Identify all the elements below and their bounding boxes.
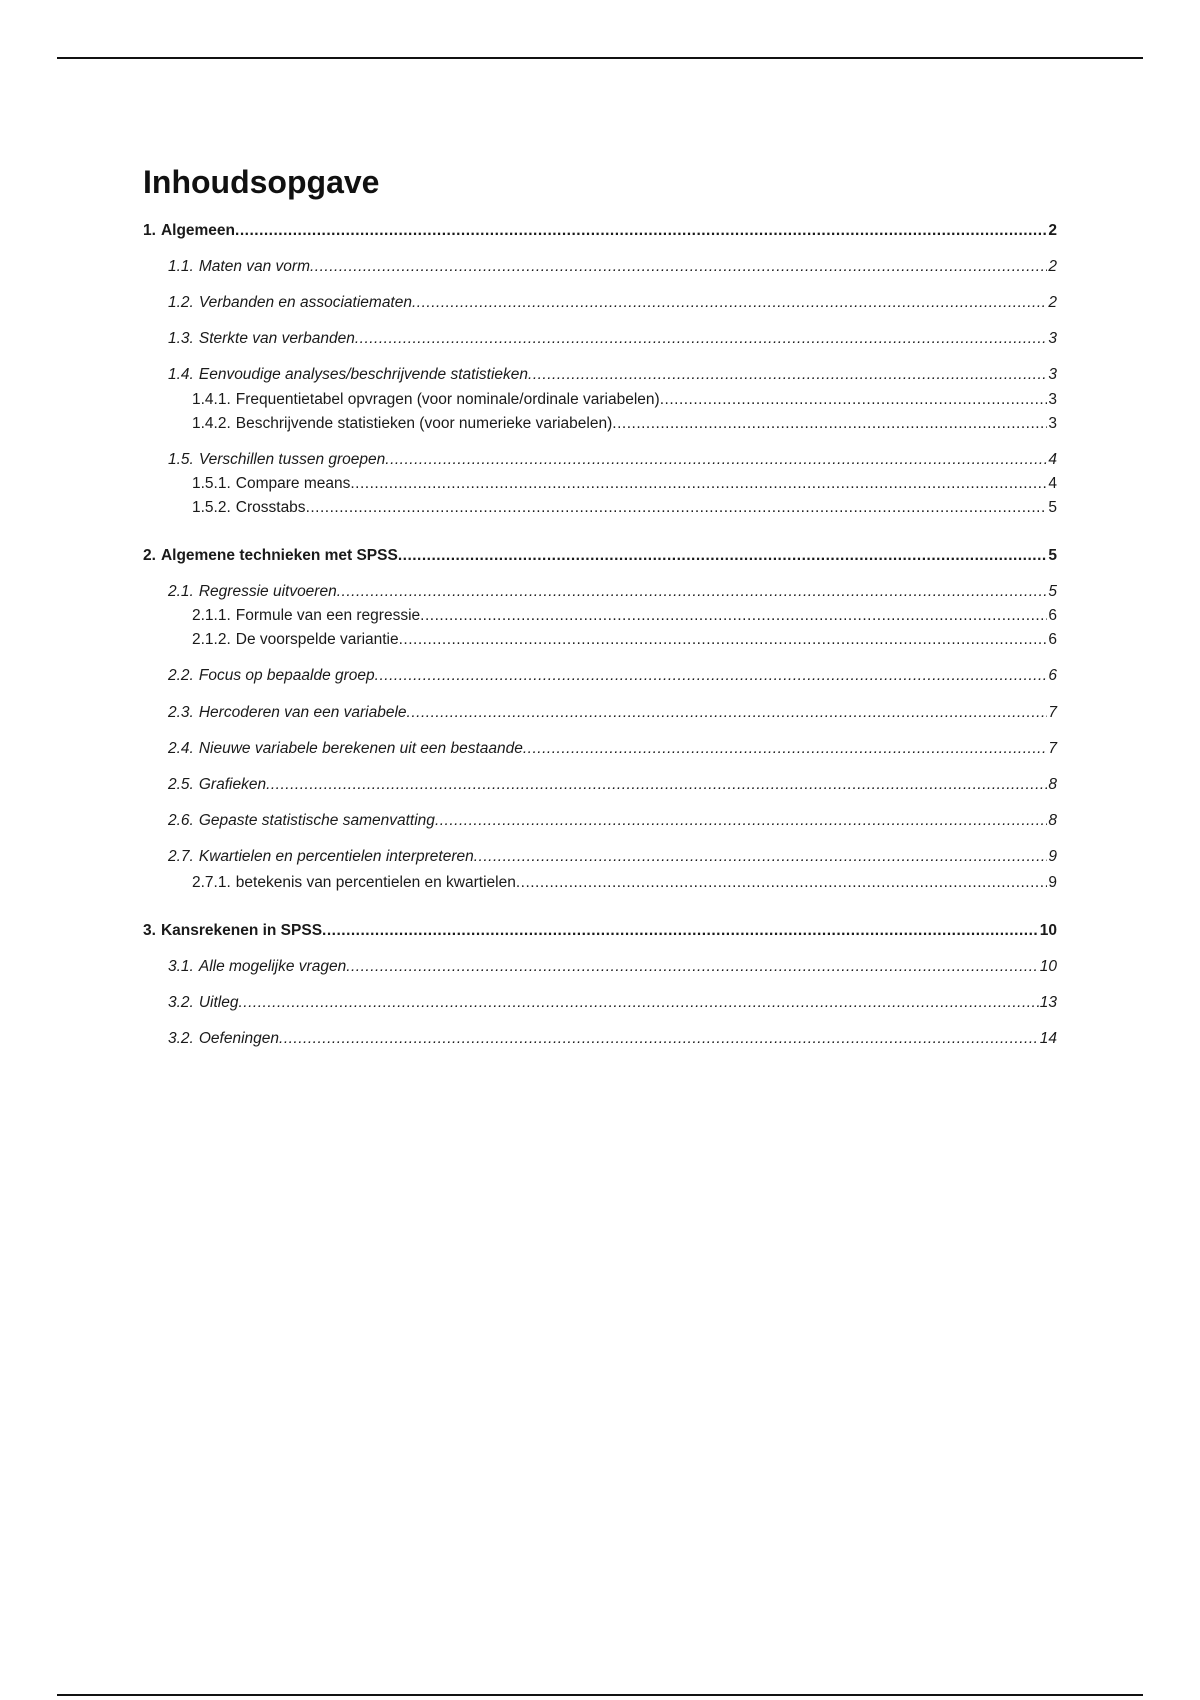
header-rule bbox=[57, 57, 1143, 59]
toc-entry-number: 1.4.1. bbox=[192, 391, 231, 408]
toc-entry-number: 2.2. bbox=[168, 667, 194, 684]
toc-entry-page-number: 2 bbox=[1048, 258, 1057, 275]
toc-entry-number: 3.2. bbox=[168, 994, 194, 1011]
toc-entry-number: 2.7.1. bbox=[192, 874, 231, 891]
toc-entry-level-3[interactable] bbox=[192, 872, 1057, 894]
toc-entry-level-3[interactable] bbox=[192, 605, 1057, 627]
toc-entry-number: 1.5.1. bbox=[192, 475, 231, 492]
toc-entry-page-number: 5 bbox=[1048, 583, 1057, 600]
table-of-contents bbox=[143, 162, 1057, 1047]
toc-dot-leader bbox=[385, 449, 1047, 471]
toc-entry-page-number: 4 bbox=[1048, 475, 1057, 492]
toc-entry-number: 1.4. bbox=[168, 366, 194, 383]
toc-entry-level-2[interactable] bbox=[168, 738, 1057, 760]
toc-entry-number: 3.1. bbox=[168, 958, 194, 975]
toc-entry-level-1[interactable] bbox=[143, 220, 1057, 242]
toc-entry-label: Verschillen tussen groepen bbox=[198, 451, 386, 468]
toc-entry-label: Nieuwe variabele berekenen uit een bestaande bbox=[198, 740, 523, 757]
toc-entry-label: Crosstabs bbox=[235, 499, 306, 516]
toc-entry-page-number: 13 bbox=[1039, 994, 1057, 1011]
toc-entry-number: 1.1. bbox=[168, 258, 194, 275]
toc-entry-level-2[interactable] bbox=[168, 810, 1057, 832]
toc-entry-label: Eenvoudige analyses/beschrijvende statistieken bbox=[198, 366, 529, 383]
toc-entry-page-number: 3 bbox=[1048, 366, 1057, 383]
toc-entry-number: 1.4.2. bbox=[192, 415, 231, 432]
toc-dot-leader bbox=[322, 920, 1039, 942]
toc-entry-label: Beschrijvende statistieken (voor numerieke variabelen) bbox=[235, 415, 613, 432]
toc-entry-label: Oefeningen bbox=[198, 1030, 280, 1047]
toc-entry-label: Maten van vorm bbox=[198, 258, 310, 275]
toc-dot-leader bbox=[660, 389, 1048, 411]
toc-dot-leader bbox=[528, 364, 1047, 386]
toc-entry-number: 1.2. bbox=[168, 294, 194, 311]
toc-entry-page-number: 8 bbox=[1048, 812, 1057, 829]
toc-entry-level-1[interactable] bbox=[143, 920, 1057, 942]
toc-entry-page-number: 3 bbox=[1048, 391, 1057, 408]
toc-entry-page-number: 3 bbox=[1048, 415, 1057, 432]
toc-entry-label: Focus op bepaalde groep bbox=[198, 667, 375, 684]
toc-entry-level-2[interactable] bbox=[168, 774, 1057, 796]
toc-entry-label: Regressie uitvoeren bbox=[198, 583, 337, 600]
toc-entry-page-number: 6 bbox=[1048, 607, 1057, 624]
toc-dot-leader bbox=[350, 473, 1047, 495]
toc-entry-page-number: 10 bbox=[1039, 958, 1057, 975]
toc-dot-leader bbox=[239, 992, 1039, 1014]
toc-entry-label: Verbanden en associatiematen bbox=[198, 294, 412, 311]
toc-dot-leader bbox=[407, 702, 1048, 724]
toc-entry-label: Formule van een regressie bbox=[235, 607, 421, 624]
toc-entry-label: Grafieken bbox=[198, 776, 267, 793]
toc-entry-page-number: 5 bbox=[1048, 547, 1057, 564]
toc-entry-number: 2.6. bbox=[168, 812, 194, 829]
toc-dot-leader bbox=[435, 810, 1047, 832]
toc-entry-level-3[interactable] bbox=[192, 629, 1057, 651]
toc-entry-label: De voorspelde variantie bbox=[235, 631, 399, 648]
toc-entry-page-number: 3 bbox=[1048, 330, 1057, 347]
toc-dot-leader bbox=[306, 497, 1048, 519]
toc-dot-leader bbox=[355, 328, 1048, 350]
toc-entry-number: 2.1.2. bbox=[192, 631, 231, 648]
toc-entry-page-number: 2 bbox=[1048, 222, 1057, 239]
toc-entry-level-2[interactable] bbox=[168, 256, 1057, 278]
toc-dot-leader bbox=[279, 1028, 1039, 1050]
toc-entry-page-number: 6 bbox=[1048, 667, 1057, 684]
toc-dot-leader bbox=[399, 629, 1048, 651]
toc-entry-level-3[interactable] bbox=[192, 389, 1057, 411]
toc-entry-level-2[interactable] bbox=[168, 846, 1057, 868]
toc-entry-label: Algemeen bbox=[160, 222, 236, 239]
toc-entry-label: Gepaste statistische samenvatting bbox=[198, 812, 435, 829]
toc-entry-number: 2.7. bbox=[168, 848, 194, 865]
toc-entry-level-3[interactable] bbox=[192, 497, 1057, 519]
toc-dot-leader bbox=[420, 605, 1047, 627]
toc-entry-number: 3. bbox=[143, 922, 156, 939]
toc-dot-leader bbox=[337, 581, 1048, 603]
toc-entry-page-number: 10 bbox=[1039, 922, 1057, 939]
toc-entry-label: Kwartielen en percentielen interpreteren bbox=[198, 848, 474, 865]
toc-entry-page-number: 7 bbox=[1048, 704, 1057, 721]
toc-dot-leader bbox=[310, 256, 1047, 278]
toc-entry-number: 2.5. bbox=[168, 776, 194, 793]
toc-dot-leader bbox=[523, 738, 1048, 760]
toc-entry-level-3[interactable] bbox=[192, 413, 1057, 435]
toc-entry-number: 2.1. bbox=[168, 583, 194, 600]
toc-entry-label: betekenis van percentielen en kwartielen bbox=[235, 874, 516, 891]
footer-rule bbox=[57, 1694, 1143, 1696]
toc-entry-level-2[interactable] bbox=[168, 364, 1057, 386]
toc-entry-number: 1. bbox=[143, 222, 156, 239]
toc-entry-level-2[interactable] bbox=[168, 292, 1057, 314]
toc-entry-number: 2.3. bbox=[168, 704, 194, 721]
toc-entry-page-number: 14 bbox=[1039, 1030, 1057, 1047]
toc-entry-label: Sterkte van verbanden bbox=[198, 330, 355, 347]
toc-entry-level-3[interactable] bbox=[192, 473, 1057, 495]
toc-entry-label: Frequentietabel opvragen (voor nominale/ordinale variabelen) bbox=[235, 391, 660, 408]
toc-entry-number: 1.5. bbox=[168, 451, 194, 468]
toc-entry-page-number: 9 bbox=[1048, 874, 1057, 891]
toc-entry-number: 2.1.1. bbox=[192, 607, 231, 624]
toc-entry-level-2[interactable] bbox=[168, 702, 1057, 724]
toc-entry-page-number: 4 bbox=[1048, 451, 1057, 468]
toc-title: Inhoudsopgave bbox=[143, 164, 380, 200]
toc-entry-level-2[interactable] bbox=[168, 665, 1057, 687]
toc-dot-leader bbox=[375, 665, 1048, 687]
toc-dot-leader bbox=[612, 413, 1047, 435]
toc-dot-leader bbox=[266, 774, 1047, 796]
toc-entry-number: 3.2. bbox=[168, 1030, 194, 1047]
toc-entry-page-number: 5 bbox=[1048, 499, 1057, 516]
toc-dot-leader bbox=[474, 846, 1048, 868]
toc-entry-page-number: 2 bbox=[1048, 294, 1057, 311]
toc-entry-number: 2.4. bbox=[168, 740, 194, 757]
toc-entry-page-number: 9 bbox=[1048, 848, 1057, 865]
toc-entry-label: Alle mogelijke vragen bbox=[198, 958, 347, 975]
toc-dot-leader bbox=[412, 292, 1047, 314]
toc-entry-label: Hercoderen van een variabele bbox=[198, 704, 407, 721]
toc-entry-page-number: 8 bbox=[1048, 776, 1057, 793]
toc-dot-leader bbox=[346, 956, 1039, 978]
toc-entry-level-2[interactable] bbox=[168, 449, 1057, 471]
toc-entry-level-2[interactable] bbox=[168, 992, 1057, 1014]
toc-entry-page-number: 6 bbox=[1048, 631, 1057, 648]
toc-entry-number: 2. bbox=[143, 547, 156, 564]
toc-entry-number: 1.5.2. bbox=[192, 499, 231, 516]
toc-entry-level-2[interactable] bbox=[168, 956, 1057, 978]
toc-dot-leader bbox=[516, 872, 1048, 894]
toc-entry-level-2[interactable] bbox=[168, 581, 1057, 603]
toc-entry-level-2[interactable] bbox=[168, 328, 1057, 350]
toc-entry-page-number: 7 bbox=[1048, 740, 1057, 757]
toc-entry-number: 1.3. bbox=[168, 330, 194, 347]
toc-entry-label: Uitleg bbox=[198, 994, 239, 1011]
toc-dot-leader bbox=[398, 545, 1048, 567]
toc-dot-leader bbox=[235, 220, 1047, 242]
toc-entry-level-2[interactable] bbox=[168, 1028, 1057, 1050]
toc-entry-level-1[interactable] bbox=[143, 545, 1057, 567]
toc-entry-label: Kansrekenen in SPSS bbox=[160, 922, 323, 939]
toc-entry-label: Compare means bbox=[235, 475, 351, 492]
toc-entry-label: Algemene technieken met SPSS bbox=[160, 547, 398, 564]
